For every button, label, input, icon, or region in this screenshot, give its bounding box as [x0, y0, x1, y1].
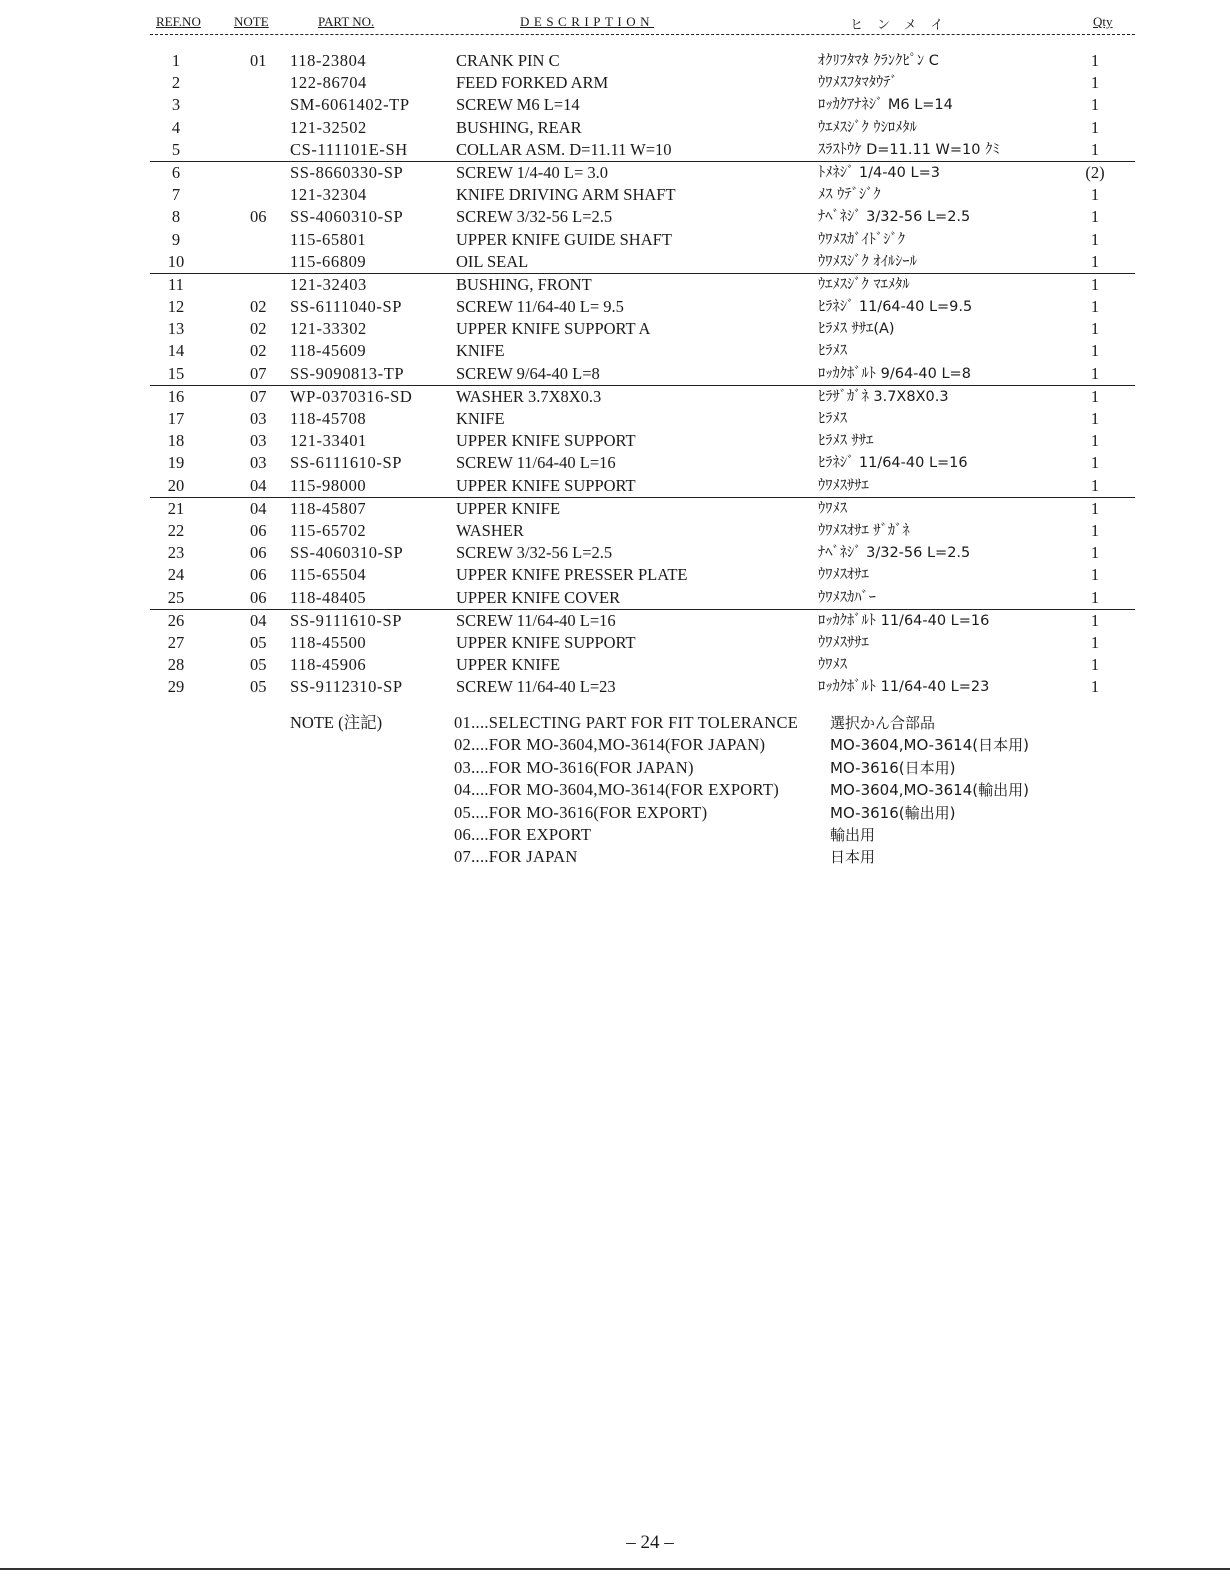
- note-code: 06: [250, 587, 267, 607]
- ref-no: 2: [171, 73, 181, 93]
- kana-name: ﾋﾗﾒｽ ｻｻｴ(A): [818, 321, 895, 338]
- note-code: 03: [250, 409, 267, 428]
- part-number: 115-65504: [290, 565, 367, 585]
- description: SCREW 11/64-40 L= 9.5: [456, 297, 624, 317]
- description: WASHER 3.7X8X0.3: [456, 386, 602, 406]
- part-number: 118-45500: [290, 632, 367, 652]
- ref-no: 12: [167, 297, 185, 317]
- table-row: [150, 161, 1135, 184]
- kana-name: ｳﾜﾒｽｵｻｴ: [818, 567, 869, 584]
- ref-no: 10: [167, 251, 185, 271]
- quantity: 1: [1090, 677, 1100, 697]
- description: BUSHING, REAR: [456, 117, 582, 137]
- part-number: 121-32502: [290, 117, 367, 137]
- quantity: 1: [1090, 73, 1100, 93]
- kana-name: ﾋﾗｻﾞｶﾞﾈ 3.7X8X0.3: [818, 388, 949, 405]
- description: SCREW 3/32-56 L=2.5: [456, 207, 613, 227]
- description: UPPER KNIFE SUPPORT A: [456, 319, 651, 339]
- description: OIL SEAL: [456, 251, 529, 271]
- table-row: [150, 587, 1135, 609]
- ref-no: 27: [167, 632, 185, 652]
- ref-no: 9: [171, 229, 181, 249]
- kana-name: ﾛｯｶｸﾎﾞﾙﾄ 11/64-40 L=23: [818, 679, 990, 696]
- kana-name: ｳﾜﾒｽ: [818, 500, 847, 517]
- kana-name: ｳﾜﾒｽｻｻｴ: [818, 477, 869, 494]
- quantity: 1: [1090, 475, 1100, 495]
- table-row: [150, 475, 1135, 497]
- note-japanese: MO-3616(輸出用): [830, 803, 956, 822]
- ref-no: 4: [171, 117, 181, 137]
- quantity: 1: [1090, 95, 1100, 115]
- note-code: 02: [250, 319, 267, 339]
- table-row: [150, 520, 1135, 542]
- note-code: 05: [250, 677, 267, 697]
- table-row: [150, 632, 1135, 654]
- quantity: 1: [1090, 207, 1100, 227]
- description: BUSHING, FRONT: [456, 274, 592, 294]
- description: SCREW 11/64-40 L=16: [456, 610, 616, 630]
- part-number: 115-98000: [290, 475, 367, 495]
- header-note: NOTE: [234, 14, 269, 29]
- note-code: 06: [250, 543, 267, 563]
- note-item: [150, 779, 1135, 801]
- parts-table: [150, 50, 1135, 698]
- ref-no: 13: [167, 319, 185, 339]
- note-code: 07: [250, 386, 267, 406]
- kana-name: ｽﾗｽﾄｳｹ D=11.11 W=10 ｸﾐ: [818, 141, 1000, 158]
- header-ref-no: REF.NO: [156, 14, 201, 29]
- table-row: [150, 542, 1135, 564]
- part-number: SS-9111610-SP: [290, 610, 403, 630]
- quantity: 1: [1090, 610, 1100, 630]
- quantity: 1: [1090, 453, 1100, 473]
- part-number: 118-45708: [290, 409, 367, 428]
- kana-name: ﾒｽ ｳﾃﾞｼﾞｸ: [818, 187, 881, 204]
- table-row: [150, 318, 1135, 340]
- table-row: [150, 117, 1135, 139]
- kana-name: ﾋﾗﾒｽ: [818, 343, 847, 360]
- note-english: 07....FOR JAPAN: [454, 847, 578, 867]
- quantity: 1: [1090, 341, 1100, 361]
- kana-name: ﾛｯｶｸｱﾅﾈｼﾞ M6 L=14: [818, 97, 953, 114]
- description: UPPER KNIFE SUPPORT: [456, 431, 636, 451]
- note-item: [150, 824, 1135, 846]
- quantity: 1: [1090, 587, 1100, 607]
- part-number: SM-6061402-TP: [290, 95, 410, 115]
- description: SCREW 11/64-40 L=16: [456, 453, 616, 473]
- part-number: SS-6111610-SP: [290, 453, 403, 473]
- kana-name: ﾛｯｶｸﾎﾞﾙﾄ 9/64-40 L=8: [818, 365, 971, 382]
- note-item: [150, 802, 1135, 824]
- description: KNIFE DRIVING ARM SHAFT: [456, 185, 676, 205]
- bottom-divider: [0, 1568, 1230, 1570]
- note-code: 03: [250, 453, 267, 473]
- ref-no: 20: [167, 475, 185, 495]
- quantity: 1: [1090, 139, 1100, 159]
- kana-name: ｳﾜﾒｽ: [818, 657, 847, 674]
- table-row: [150, 609, 1135, 632]
- table-row: [150, 676, 1135, 698]
- table-row: [150, 452, 1135, 474]
- quantity: 1: [1090, 363, 1100, 383]
- note-code: 04: [250, 475, 267, 495]
- note-code: 06: [250, 207, 267, 227]
- kana-name: ﾛｯｶｸﾎﾞﾙﾄ 11/64-40 L=16: [818, 612, 990, 629]
- table-row: [150, 430, 1135, 452]
- description: UPPER KNIFE COVER: [456, 587, 621, 607]
- kana-name: ﾄﾒﾈｼﾞ 1/4-40 L=3: [818, 164, 940, 181]
- description: KNIFE: [456, 409, 505, 428]
- description: CRANK PIN C: [456, 51, 560, 70]
- kana-name: ｳﾜﾒｽｻｻｴ: [818, 634, 869, 651]
- note-item: [150, 757, 1135, 779]
- description: UPPER KNIFE SUPPORT: [456, 632, 636, 652]
- quantity: 1: [1090, 251, 1100, 271]
- part-number: 121-33302: [290, 319, 367, 339]
- part-number: 121-32304: [290, 185, 367, 205]
- ref-no: 16: [167, 386, 185, 406]
- note-code: 02: [250, 297, 267, 317]
- table-header: [150, 10, 1135, 35]
- note-code: 04: [250, 498, 267, 518]
- ref-no: 7: [171, 185, 181, 205]
- kana-name: ｳｴﾒｽｼﾞｸ ｳｼﾛﾒﾀﾙ: [818, 119, 917, 136]
- kana-name: ｳﾜﾒｽｼﾞｸ ｵｲﾙｼｰﾙ: [818, 253, 917, 270]
- kana-name: ｳﾜﾒｽｵｻｴ ｻﾞｶﾞﾈ: [818, 522, 910, 539]
- quantity: (2): [1085, 162, 1105, 182]
- ref-no: 21: [167, 498, 185, 518]
- note-code: 06: [250, 520, 267, 540]
- part-number: SS-4060310-SP: [290, 207, 404, 227]
- table-row: [150, 340, 1135, 362]
- header-qty: Qty: [1093, 14, 1113, 29]
- ref-no: 18: [167, 431, 185, 451]
- ref-no: 23: [167, 543, 185, 563]
- note-code: 06: [250, 565, 267, 585]
- note-japanese: MO-3604,MO-3614(日本用): [830, 736, 1029, 755]
- part-number: 121-32403: [290, 274, 367, 294]
- part-number: 121-33401: [290, 431, 367, 451]
- table-row: [150, 564, 1135, 586]
- quantity: 1: [1090, 520, 1100, 540]
- description: UPPER KNIFE GUIDE SHAFT: [456, 229, 672, 249]
- ref-no: 6: [171, 162, 181, 182]
- kana-name: ﾋﾗﾈｼﾞ 11/64-40 L=16: [818, 455, 968, 472]
- table-row: [150, 206, 1135, 228]
- table-row: [150, 385, 1135, 408]
- description: COLLAR ASM. D=11.11 W=10: [456, 139, 672, 159]
- description: SCREW 1/4-40 L= 3.0: [456, 162, 609, 182]
- note-japanese: 輸出用: [830, 825, 876, 844]
- quantity: 1: [1090, 655, 1100, 675]
- ref-no: 22: [167, 520, 185, 540]
- table-row: [150, 408, 1135, 430]
- description: SCREW 3/32-56 L=2.5: [456, 543, 613, 563]
- note-japanese: MO-3604,MO-3614(輸出用): [830, 781, 1029, 800]
- ref-no: 11: [168, 274, 184, 294]
- description: WASHER: [456, 520, 524, 540]
- part-number: 118-45906: [290, 655, 367, 675]
- part-number: 118-23804: [290, 51, 367, 70]
- note-english: 03....FOR MO-3616(FOR JAPAN): [454, 757, 694, 777]
- note-english: 02....FOR MO-3604,MO-3614(FOR JAPAN): [454, 735, 766, 755]
- header-part-no: PART NO.: [318, 14, 375, 29]
- quantity: 1: [1090, 51, 1100, 70]
- description: UPPER KNIFE: [456, 655, 561, 675]
- table-row: [150, 184, 1135, 206]
- note-code: 03: [250, 431, 267, 451]
- description: UPPER KNIFE SUPPORT: [456, 475, 636, 495]
- note-japanese: 日本用: [830, 848, 876, 867]
- kana-name: ﾋﾗﾈｼﾞ 11/64-40 L=9.5: [818, 299, 973, 316]
- ref-no: 28: [167, 655, 185, 675]
- table-row: [150, 497, 1135, 520]
- ref-no: 1: [171, 51, 181, 70]
- ref-no: 29: [167, 677, 185, 697]
- part-number: CS-111101E-SH: [290, 139, 408, 159]
- kana-name: ﾅﾍﾞﾈｼﾞ 3/32-56 L=2.5: [818, 545, 971, 562]
- quantity: 1: [1090, 297, 1100, 317]
- note-code: 07: [250, 363, 267, 383]
- kana-name: ｳﾜﾒｽﾌﾀﾏﾀｳﾃﾞ: [818, 75, 898, 92]
- part-number: WP-0370316-SD: [290, 386, 413, 406]
- table-row: [150, 296, 1135, 318]
- kana-name: ｳﾜﾒｽｶﾊﾞｰ: [818, 589, 876, 606]
- kana-name: ﾅﾍﾞﾈｼﾞ 3/32-56 L=2.5: [818, 209, 971, 226]
- description: UPPER KNIFE PRESSER PLATE: [456, 565, 688, 585]
- quantity: 1: [1090, 498, 1100, 518]
- part-number: 118-45807: [290, 498, 367, 518]
- note-english: 05....FOR MO-3616(FOR EXPORT): [454, 802, 708, 822]
- part-number: SS-9090813-TP: [290, 363, 405, 383]
- header-kana: ヒンメイ: [850, 17, 958, 32]
- note-english: 06....FOR EXPORT: [454, 824, 592, 844]
- table-row: [150, 50, 1135, 72]
- kana-name: ｳﾜﾒｽｶﾞｲﾄﾞｼﾞｸ: [818, 231, 905, 248]
- part-number: 118-48405: [290, 587, 367, 607]
- note-english: 01....SELECTING PART FOR FIT TOLERANCE: [454, 713, 799, 732]
- ref-no: 19: [167, 453, 185, 473]
- note-code: 05: [250, 655, 267, 675]
- quantity: 1: [1090, 543, 1100, 563]
- kana-name: ｳｴﾒｽｼﾞｸ ﾏｴﾒﾀﾙ: [818, 276, 910, 293]
- quantity: 1: [1090, 229, 1100, 249]
- part-number: SS-9112310-SP: [290, 677, 403, 697]
- description: UPPER KNIFE: [456, 498, 561, 518]
- kana-name: ﾋﾗﾒｽ: [818, 411, 847, 427]
- quantity: 1: [1090, 319, 1100, 339]
- quantity: 1: [1090, 409, 1100, 428]
- description: SCREW M6 L=14: [456, 95, 580, 115]
- ref-no: 3: [171, 95, 181, 115]
- description: KNIFE: [456, 341, 505, 361]
- ref-no: 14: [167, 341, 185, 361]
- part-number: SS-6111040-SP: [290, 297, 403, 317]
- table-row: [150, 251, 1135, 273]
- ref-no: 26: [167, 610, 185, 630]
- quantity: 1: [1090, 185, 1100, 205]
- note-code: 01: [250, 51, 267, 70]
- part-number: 115-66809: [290, 251, 367, 271]
- description: SCREW 9/64-40 L=8: [456, 363, 600, 383]
- part-number: 115-65801: [290, 229, 367, 249]
- ref-no: 15: [167, 363, 185, 383]
- note-japanese: 選択かん合部品: [830, 714, 936, 732]
- quantity: 1: [1090, 632, 1100, 652]
- note-code: 05: [250, 632, 267, 652]
- part-number: 115-65702: [290, 520, 367, 540]
- quantity: 1: [1090, 117, 1100, 137]
- quantity: 1: [1090, 565, 1100, 585]
- notes-label: NOTE (注記): [290, 713, 383, 732]
- table-row: [150, 72, 1135, 94]
- quantity: 1: [1090, 274, 1100, 294]
- ref-no: 25: [167, 587, 185, 607]
- page-number: – 24 –: [626, 1532, 674, 1553]
- table-row: [150, 654, 1135, 676]
- header-description: DESCRIPTION: [520, 14, 655, 29]
- note-japanese: MO-3616(日本用): [830, 758, 956, 777]
- note-item: [150, 734, 1135, 756]
- note-code: 04: [250, 610, 267, 630]
- part-number: 122-86704: [290, 73, 367, 93]
- part-number: 118-45609: [290, 341, 367, 361]
- note-item: [150, 846, 1135, 868]
- note-code: 02: [250, 341, 267, 361]
- note-item: [150, 712, 1135, 734]
- table-row: [150, 94, 1135, 116]
- ref-no: 5: [171, 139, 181, 159]
- quantity: 1: [1090, 431, 1100, 451]
- note-english: 04....FOR MO-3604,MO-3614(FOR EXPORT): [454, 780, 780, 800]
- part-number: SS-8660330-SP: [290, 162, 404, 182]
- notes-section: [150, 712, 1135, 869]
- ref-no: 8: [171, 207, 181, 227]
- kana-name: ｵｸﾘﾌﾀﾏﾀ ｸﾗﾝｸﾋﾟﾝ C: [818, 53, 939, 69]
- part-number: SS-4060310-SP: [290, 543, 404, 563]
- ref-no: 24: [167, 565, 185, 585]
- quantity: 1: [1090, 386, 1100, 406]
- description: FEED FORKED ARM: [456, 73, 609, 93]
- ref-no: 17: [167, 409, 185, 428]
- table-row: [150, 139, 1135, 161]
- table-row: [150, 363, 1135, 385]
- kana-name: ﾋﾗﾒｽ ｻｻｴ: [818, 433, 874, 450]
- table-row: [150, 229, 1135, 251]
- description: SCREW 11/64-40 L=23: [456, 677, 616, 697]
- table-row: [150, 273, 1135, 296]
